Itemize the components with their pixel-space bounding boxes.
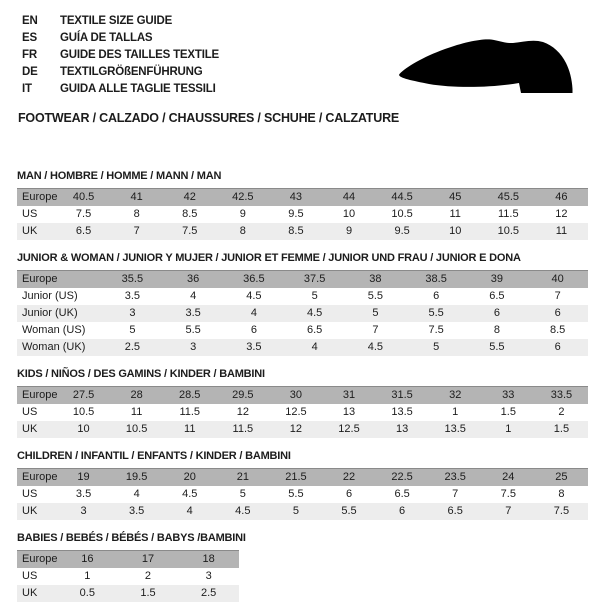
row-label: Woman (US) <box>22 324 86 336</box>
size-table <box>17 188 588 240</box>
size-cell: 7.5 <box>500 488 516 500</box>
row-label: Europe <box>22 471 58 483</box>
size-cell: 16 <box>81 553 94 565</box>
category-title: FOOTWEAR / CALZADO / CHAUSSURES / SCHUHE / CALZATURE <box>18 111 400 125</box>
size-cell: 45.5 <box>497 191 519 203</box>
size-cell: 6.5 <box>306 324 323 336</box>
size-cell: 5.5 <box>489 341 505 353</box>
table-row <box>17 271 588 289</box>
size-cell: 10.5 <box>72 406 95 418</box>
size-cell: 5.5 <box>428 307 444 319</box>
table-row <box>17 322 588 339</box>
size-table-man <box>17 170 588 240</box>
size-cell: 10 <box>77 423 90 435</box>
size-cell: 6.5 <box>394 488 410 500</box>
size-cell: 11.5 <box>232 423 254 435</box>
size-cell: 3 <box>129 307 136 319</box>
size-cell: 39 <box>490 273 503 285</box>
size-cell: 21 <box>236 471 249 483</box>
language-row <box>22 46 219 63</box>
size-cell: 10.5 <box>497 225 519 237</box>
size-cell: 2 <box>558 406 565 418</box>
size-cell: 38.5 <box>425 273 447 285</box>
size-cell: 7.5 <box>553 505 570 517</box>
size-cell: 5.5 <box>341 505 357 517</box>
language-code: IT <box>22 82 32 95</box>
size-table <box>17 270 588 356</box>
size-cell: 5.5 <box>185 324 201 336</box>
size-cell: 11 <box>184 423 196 435</box>
row-label: US <box>22 208 38 220</box>
size-cell: 6 <box>345 488 353 500</box>
table-row <box>17 305 588 322</box>
size-cell: 12.5 <box>285 406 307 418</box>
size-cell: 32 <box>449 389 462 401</box>
size-cell: 8 <box>239 225 246 237</box>
size-cell: 7 <box>133 225 140 237</box>
size-cell: 2.5 <box>124 341 141 353</box>
size-cell: 7 <box>372 324 379 336</box>
size-cell: 1.5 <box>553 423 570 435</box>
row-label: Junior (US) <box>22 290 78 302</box>
size-cell: 45 <box>449 191 462 203</box>
size-cell: 3 <box>80 505 87 517</box>
size-cell: 1 <box>84 570 91 582</box>
language-row <box>22 12 219 29</box>
size-cell: 38 <box>369 273 382 285</box>
size-cell: 6 <box>433 290 440 302</box>
size-cell: 3.5 <box>124 290 141 302</box>
size-cell: 7.5 <box>182 225 198 237</box>
language-row <box>22 63 219 80</box>
size-cell: 8.5 <box>288 225 304 237</box>
size-cell: 29.5 <box>232 389 254 401</box>
size-cell: 23.5 <box>444 471 466 483</box>
size-cell: 6 <box>493 307 500 319</box>
size-cell: 2 <box>144 570 152 582</box>
row-label: UK <box>22 423 38 435</box>
size-cell: 19 <box>77 471 90 483</box>
size-cell: 12.5 <box>338 423 360 435</box>
size-cell: 13 <box>395 423 409 435</box>
size-cell: 41 <box>130 191 143 203</box>
size-cell: 31.5 <box>391 389 413 401</box>
size-cell: 7.5 <box>75 208 92 220</box>
row-label: US <box>22 488 38 500</box>
size-cell: 10.5 <box>125 423 148 435</box>
table-row <box>17 568 239 585</box>
language-code: ES <box>22 31 37 44</box>
table-row <box>17 486 588 503</box>
size-cell: 25 <box>555 471 568 483</box>
size-cell: 5 <box>239 488 246 500</box>
size-cell: 17 <box>141 553 155 565</box>
language-row <box>22 29 219 46</box>
table-row <box>17 404 588 421</box>
row-label: Europe <box>22 273 58 285</box>
size-cell: 44.5 <box>391 191 413 203</box>
table-row <box>17 503 588 520</box>
size-cell: 6.5 <box>447 505 463 517</box>
size-cell: 5 <box>129 324 136 336</box>
size-cell: 3.5 <box>185 307 201 319</box>
size-cell: 1 <box>505 423 512 435</box>
size-cell: 1.5 <box>500 406 516 418</box>
size-cell: 11 <box>555 225 568 237</box>
size-cell: 8 <box>133 208 140 220</box>
size-cell: 11 <box>449 208 461 220</box>
size-cell: 5 <box>372 307 379 319</box>
language-code: EN <box>22 14 38 27</box>
size-cell: 6 <box>554 307 561 319</box>
size-table-children <box>17 450 588 520</box>
size-cell: 8.5 <box>549 324 566 336</box>
size-cell: 10 <box>449 225 462 237</box>
table-row <box>17 421 588 438</box>
size-cell: 31 <box>342 389 356 401</box>
table-row <box>17 551 239 569</box>
row-label: Europe <box>22 191 58 203</box>
size-cell: 3 <box>205 570 212 582</box>
size-cell: 13 <box>342 406 356 418</box>
table-row <box>17 288 588 305</box>
size-cell: 35.5 <box>121 273 144 285</box>
size-cell: 8 <box>558 488 565 500</box>
size-cell: 6 <box>399 505 406 517</box>
size-cell: 6.5 <box>75 225 92 237</box>
size-cell: 10 <box>342 208 356 220</box>
size-cell: 36.5 <box>243 273 265 285</box>
size-cell: 8 <box>493 324 500 336</box>
size-cell: 5.5 <box>367 290 384 302</box>
table-row <box>17 469 588 487</box>
size-table-babies <box>17 532 588 602</box>
language-header <box>22 12 219 97</box>
table-title: KIDS / NIÑOS / DES GAMINS / KINDER / BAMBINI <box>17 368 265 380</box>
table-row <box>17 339 588 356</box>
shoe-icon <box>393 33 578 97</box>
size-cell: 5.5 <box>288 488 304 500</box>
size-table <box>17 386 588 438</box>
size-cell: 4 <box>133 488 140 500</box>
size-cell: 10.5 <box>391 208 413 220</box>
size-cell: 46 <box>555 191 568 203</box>
size-cell: 4 <box>186 505 193 517</box>
row-label: Junior (UK) <box>22 307 78 319</box>
table-title: BABIES / BEBÉS / BÉBÉS / BABYS /BAMBINI <box>17 532 246 544</box>
size-cell: 3.5 <box>246 341 262 353</box>
size-cell: 30 <box>289 389 303 401</box>
size-cell: 4.5 <box>246 290 262 302</box>
size-cell: 24 <box>502 471 515 483</box>
row-label: US <box>22 406 38 418</box>
size-cell: 6.5 <box>489 290 505 302</box>
size-cell: 33.5 <box>550 389 573 401</box>
size-cell: 4 <box>311 341 318 353</box>
language-code: FR <box>22 48 37 61</box>
size-cell: 7 <box>505 505 512 517</box>
size-cell: 4 <box>250 307 257 319</box>
table-row <box>17 223 588 240</box>
size-cell: 18 <box>202 553 215 565</box>
size-cell: 7 <box>554 290 561 302</box>
language-label: GUÍA DE TALLAS <box>60 31 153 44</box>
size-cell: 4.5 <box>306 307 323 319</box>
size-cell: 13.5 <box>444 423 466 435</box>
table-title: MAN / HOMBRE / HOMME / MANN / MAN <box>17 170 222 182</box>
table-row <box>17 585 239 602</box>
size-table <box>17 550 239 602</box>
size-cell: 42 <box>183 191 196 203</box>
size-cell: 7.5 <box>428 324 444 336</box>
size-cell: 7 <box>452 488 459 500</box>
language-label: GUIDA ALLE TAGLIE TESSILI <box>60 82 216 95</box>
size-cell: 4.5 <box>367 341 384 353</box>
size-cell: 11 <box>130 406 143 418</box>
size-cell: 2.5 <box>201 587 217 599</box>
size-cell: 3 <box>190 341 197 353</box>
table-title: CHILDREN / INFANTIL / ENFANTS / KINDER / BAMBINI <box>17 450 291 462</box>
size-cell: 37.5 <box>303 273 326 285</box>
size-table-kids <box>17 368 588 438</box>
size-cell: 40.5 <box>72 191 95 203</box>
size-cell: 36 <box>187 273 200 285</box>
size-cell: 22.5 <box>391 471 413 483</box>
size-cell: 19.5 <box>125 471 148 483</box>
size-cell: 27.5 <box>72 389 95 401</box>
row-label: Woman (UK) <box>22 341 86 353</box>
size-cell: 1.5 <box>140 587 156 599</box>
table-title: JUNIOR & WOMAN / JUNIOR Y MUJER / JUNIOR ET FEMME / JUNIOR UND FRAU / JUNIOR E DONA <box>17 252 521 264</box>
row-label: UK <box>22 587 38 599</box>
size-cell: 3.5 <box>128 505 145 517</box>
size-cell: 9 <box>239 208 246 220</box>
table-row <box>17 387 588 405</box>
size-cell: 33 <box>502 389 515 401</box>
size-cell: 12 <box>289 423 303 435</box>
table-row <box>17 206 588 223</box>
size-cell: 43 <box>289 191 303 203</box>
size-cell: 11.5 <box>498 208 519 220</box>
size-cell: 0.5 <box>79 587 95 599</box>
size-cell: 1 <box>452 406 459 418</box>
language-label: GUIDE DES TAILLES TEXTILE <box>60 48 219 61</box>
size-cell: 11.5 <box>179 406 201 418</box>
size-cell: 5 <box>311 290 318 302</box>
language-label: TEXTILGRÖßENFÜHRUNG <box>60 65 203 78</box>
size-cell: 22 <box>342 471 356 483</box>
size-cell: 9.5 <box>394 225 410 237</box>
table-row <box>17 189 588 207</box>
size-cell: 4.5 <box>235 505 251 517</box>
language-code: DE <box>22 65 38 78</box>
size-cell: 6 <box>250 324 257 336</box>
size-cell: 28.5 <box>179 389 201 401</box>
size-cell: 44 <box>342 191 356 203</box>
size-cell: 12 <box>555 208 568 220</box>
size-cell: 9.5 <box>288 208 304 220</box>
size-table-junior-woman <box>17 252 588 356</box>
size-cell: 21.5 <box>285 471 307 483</box>
language-label: TEXTILE SIZE GUIDE <box>60 14 173 27</box>
row-label: UK <box>22 505 38 517</box>
size-cell: 42.5 <box>232 191 254 203</box>
size-cell: 13.5 <box>391 406 413 418</box>
language-row <box>22 80 219 97</box>
row-label: Europe <box>22 553 58 565</box>
size-cell: 20 <box>183 471 196 483</box>
size-cell: 40 <box>551 273 564 285</box>
size-cell: 12 <box>236 406 249 418</box>
size-cell: 9 <box>345 225 353 237</box>
size-cell: 4.5 <box>182 488 198 500</box>
size-cell: 5 <box>292 505 299 517</box>
size-cell: 28 <box>130 389 143 401</box>
size-cell: 8.5 <box>182 208 198 220</box>
size-tables <box>17 170 588 614</box>
size-table <box>17 468 588 520</box>
size-cell: 4 <box>190 290 197 302</box>
row-label: Europe <box>22 389 58 401</box>
size-cell: 3.5 <box>75 488 92 500</box>
row-label: US <box>22 570 38 582</box>
row-label: UK <box>22 225 38 237</box>
size-cell: 5 <box>433 341 440 353</box>
size-cell: 6 <box>554 341 561 353</box>
